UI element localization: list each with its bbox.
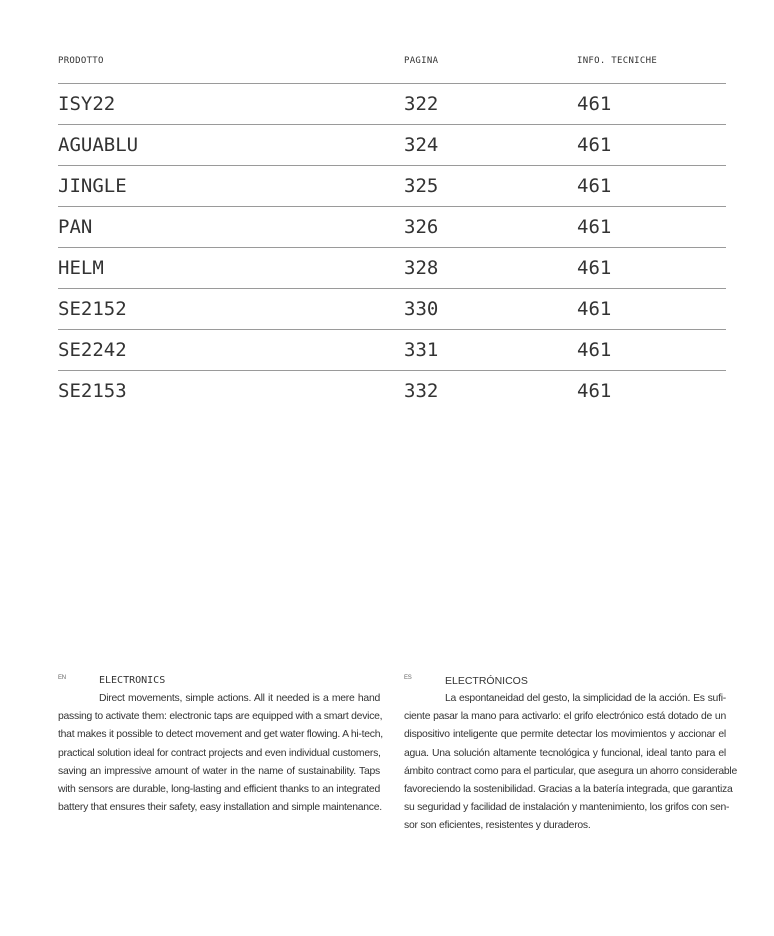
page-number: 325 — [404, 175, 439, 197]
paragraph-line: battery that ensures their safety, easy installation and simple maintenance. — [58, 802, 382, 814]
page-number: 330 — [404, 298, 439, 320]
table-row — [58, 288, 726, 329]
product-name: JINGLE — [58, 175, 127, 197]
table-row — [58, 370, 726, 411]
product-name: SE2152 — [58, 298, 127, 320]
page-number: 332 — [404, 380, 439, 402]
product-name: PAN — [58, 216, 93, 238]
product-name: SE2242 — [58, 339, 127, 361]
header-product: PRODOTTO — [58, 56, 104, 66]
page-number: 322 — [404, 93, 439, 115]
table-row — [58, 124, 726, 165]
page-number: 326 — [404, 216, 439, 238]
tech-info-page: 461 — [577, 339, 612, 361]
header-page: PAGINA — [404, 56, 439, 66]
product-name: SE2153 — [58, 380, 127, 402]
paragraph-line: saving an impressive amount of water in the name of sustainability. Taps — [58, 765, 380, 777]
paragraph-line: ciente pasar la mano para activarlo: el grifo electrónico está dotado de un — [404, 711, 726, 723]
product-name: ISY22 — [58, 93, 116, 115]
tech-info-page: 461 — [577, 216, 612, 238]
paragraph-line: passing to activate them: electronic taps are equipped with a smart device, — [58, 711, 383, 723]
paragraph-line: sor son eficientes, resistentes y duraderos. — [404, 820, 591, 832]
tech-info-page: 461 — [577, 298, 612, 320]
table-header — [58, 52, 726, 83]
table-row — [58, 206, 726, 247]
table-row — [58, 165, 726, 206]
header-tech-info: INFO. TECNICHE — [577, 56, 658, 66]
section-title: ELECTRÓNICOS — [445, 675, 528, 687]
paragraph-line: agua. Una solución altamente tecnológica y funcional, ideal tanto para el — [404, 747, 726, 759]
paragraph-line: su seguridad y facilidad de instalación y mantenimiento, los grifos con sen- — [404, 802, 730, 814]
tech-info-page: 461 — [577, 93, 612, 115]
table-row — [58, 329, 726, 370]
paragraph — [58, 690, 383, 817]
paragraph-line: favoreciendo la sostenibilidad. Gracias a la batería integrada, que garantiza — [404, 783, 733, 795]
page-number: 324 — [404, 134, 439, 156]
page-number: 328 — [404, 257, 439, 279]
paragraph-line: with sensors are durable, long-lasting and efficient thanks to an integrated — [58, 783, 380, 795]
language-tag: EN — [58, 675, 66, 681]
paragraph-line: La espontaneidad del gesto, la simplicidad de la acción. Es sufi- — [445, 693, 726, 704]
product-table — [58, 52, 726, 411]
tech-info-page: 461 — [577, 175, 612, 197]
paragraph — [404, 690, 738, 836]
tech-info-page: 461 — [577, 380, 612, 402]
page-number: 331 — [404, 339, 439, 361]
tech-info-page: 461 — [577, 134, 612, 156]
text-column-es — [404, 672, 738, 836]
table-row — [58, 83, 726, 124]
product-name: HELM — [58, 257, 104, 279]
section-title: ELECTRONICS — [99, 675, 166, 686]
language-tag: ES — [404, 675, 412, 681]
paragraph-line: practical solution ideal for contract projects and even individual customers, — [58, 747, 381, 759]
paragraph-line: Direct movements, simple actions. All it needed is a mere hand — [99, 693, 380, 704]
table-row — [58, 247, 726, 288]
paragraph-line: ámbito contract como para el particular, que asegura un ahorro considerable — [404, 765, 738, 777]
product-name: AGUABLU — [58, 134, 139, 156]
paragraph-line: that makes it possible to detect movement and get water flowing. A hi-tech, — [58, 729, 383, 741]
paragraph-line: dispositivo inteligente que permite detectar los movimientos y accionar el — [404, 729, 726, 741]
tech-info-page: 461 — [577, 257, 612, 279]
text-column-en — [58, 672, 383, 817]
